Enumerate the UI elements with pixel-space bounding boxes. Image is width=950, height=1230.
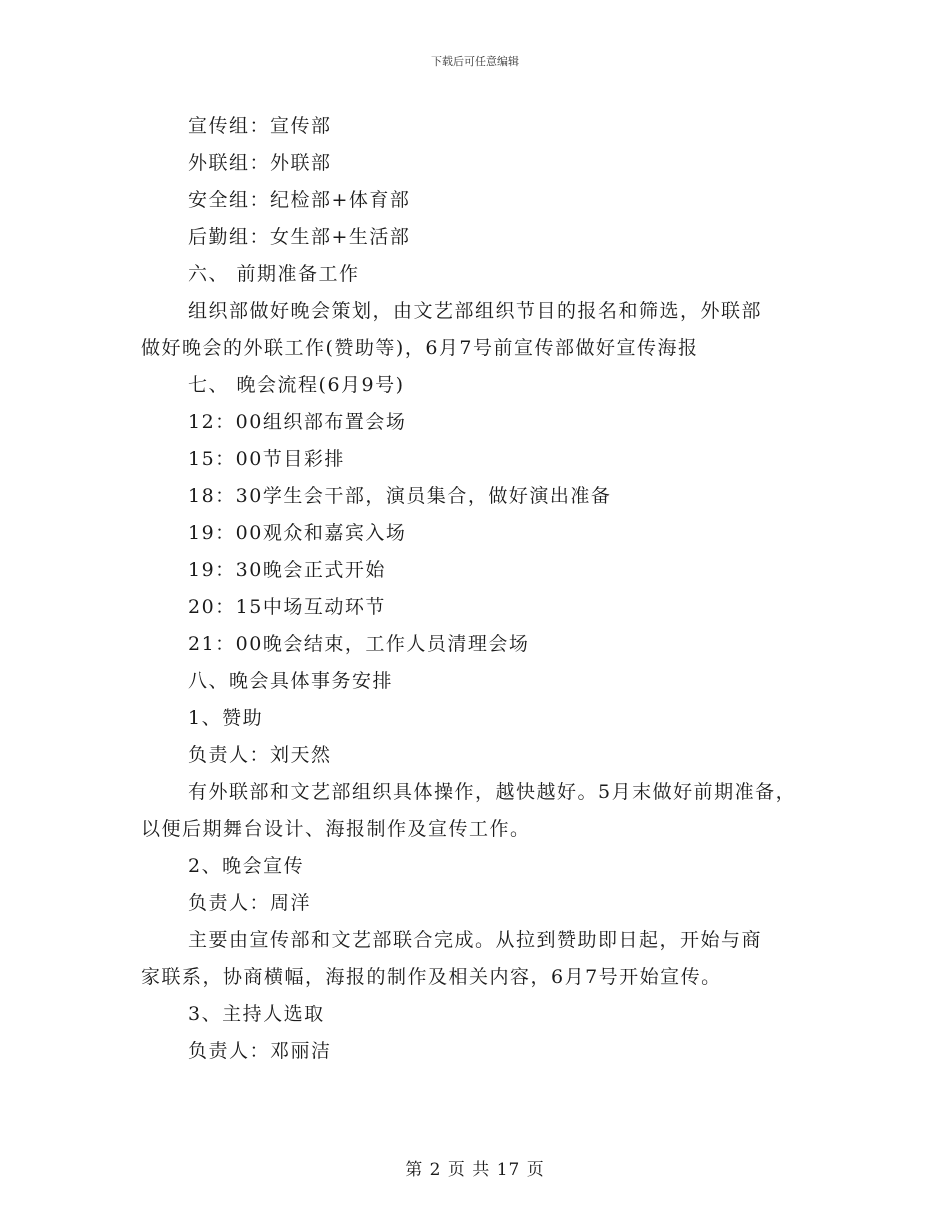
page-number: 第 2 页 共 17 页 [405, 1160, 545, 1180]
responsible-person: 负责人：周洋 [188, 892, 312, 914]
responsible-person: 负责人：刘天然 [188, 744, 332, 766]
subsection-heading: 1、赞助 [188, 707, 264, 729]
text-line: 后勤组：女生部+生活部 [188, 226, 411, 248]
section-heading: 七、 晚会流程(6月9号) [188, 374, 405, 396]
text-line: 组织部做好晚会策划，由文艺部组织节目的报名和筛选，外联部 [188, 300, 763, 322]
schedule-item: 18：30学生会干部，演员集合，做好演出准备 [188, 485, 612, 507]
schedule-item: 15：00节目彩排 [188, 448, 345, 470]
schedule-item: 20：15中场互动环节 [188, 596, 386, 618]
schedule-item: 21：00晚会结束，工作人员清理会场 [188, 633, 530, 655]
schedule-item: 19：00观众和嘉宾入场 [188, 522, 407, 544]
section-heading: 六、 前期准备工作 [188, 263, 360, 285]
subsection-heading: 3、主持人选取 [188, 1003, 325, 1025]
responsible-person: 负责人：邓丽洁 [188, 1040, 332, 1062]
text-line: 以便后期舞台设计、海报制作及宣传工作。 [141, 818, 531, 840]
schedule-item: 12：00组织部布置会场 [188, 411, 407, 433]
text-line: 家联系，协商横幅，海报的制作及相关内容，6月7号开始宣传。 [141, 966, 722, 988]
page-header-note: 下载后可任意编辑 [431, 55, 519, 68]
text-line: 安全组：纪检部+体育部 [188, 189, 411, 211]
text-line: 有外联部和文艺部组织具体操作，越快越好。5月末做好前期准备， [188, 781, 797, 803]
text-line: 外联组：外联部 [188, 152, 332, 174]
subsection-heading: 2、晚会宣传 [188, 855, 305, 877]
text-line: 做好晚会的外联工作(赞助等)，6月7号前宣传部做好宣传海报 [141, 337, 699, 359]
text-line: 宣传组：宣传部 [188, 115, 332, 137]
text-line: 主要由宣传部和文艺部联合完成。从拉到赞助即日起，开始与商 [188, 929, 763, 951]
section-heading: 八、晚会具体事务安排 [188, 670, 394, 692]
schedule-item: 19：30晚会正式开始 [188, 559, 386, 581]
